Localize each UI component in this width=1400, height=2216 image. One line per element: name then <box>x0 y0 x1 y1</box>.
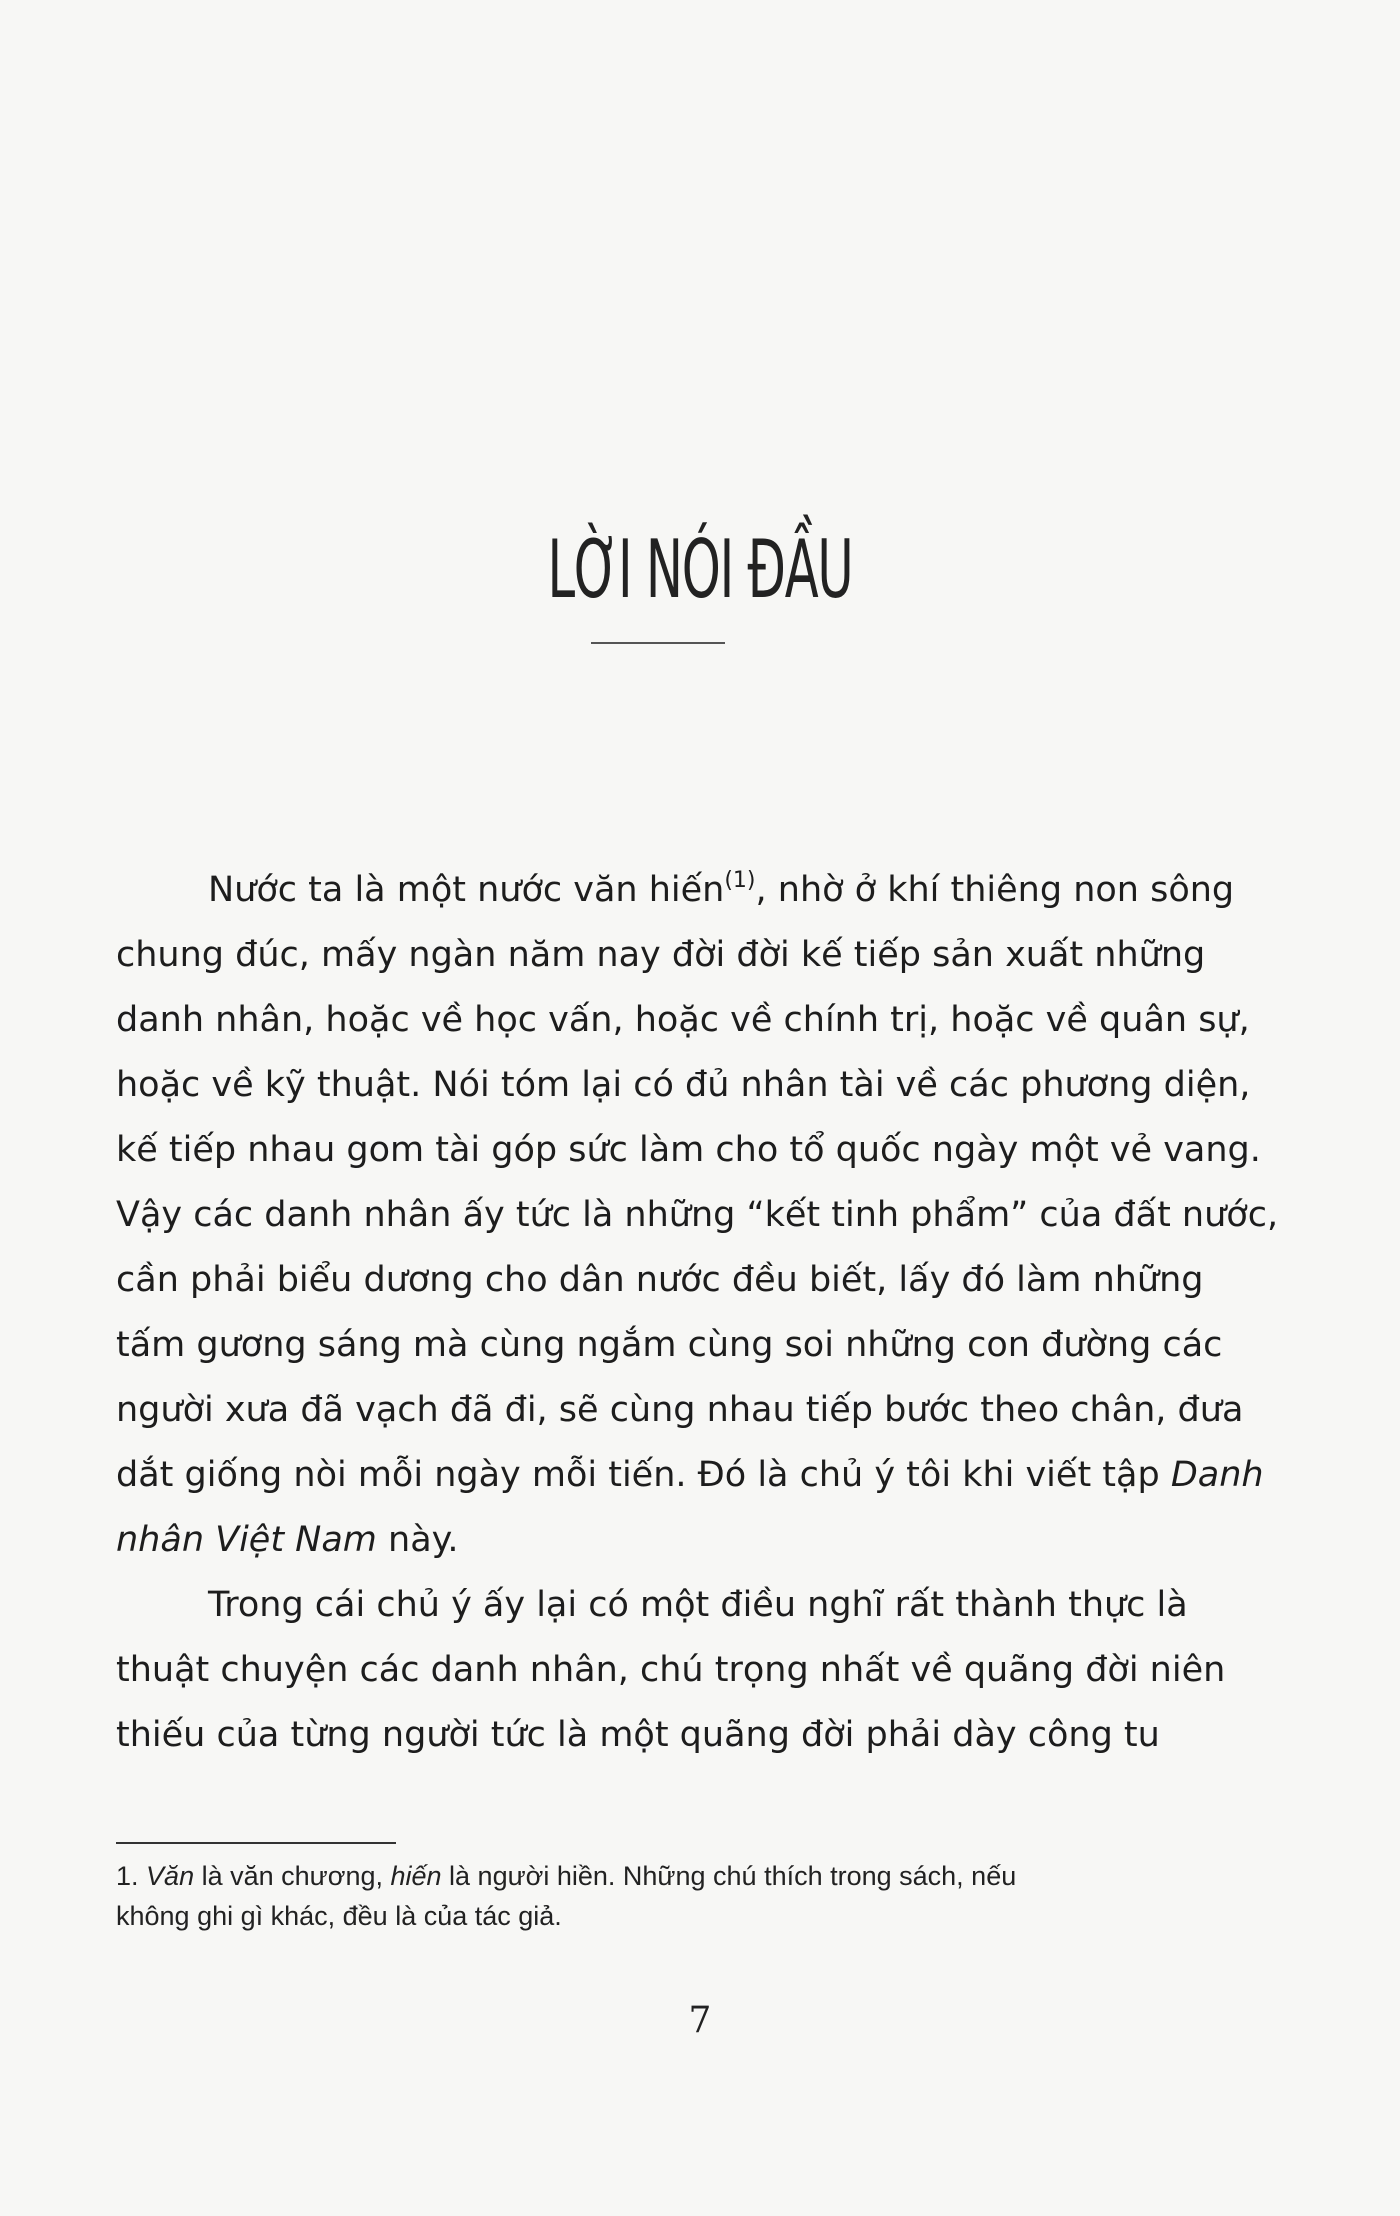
text-line: kế tiếp nhau gom tài góp sức làm cho tổ quốc ngày một vẻ vang. <box>116 1130 1261 1170</box>
text-line: cần phải biểu dương cho dân nước đều biết, lấy đó làm những <box>116 1260 1204 1300</box>
text-line: thuật chuyện các danh nhân, chú trọng nhất về quãng đời niên <box>116 1650 1226 1690</box>
text-line: nhân Việt Nam này. <box>116 1520 459 1560</box>
body-text <box>116 858 1279 1768</box>
text-line: Nước ta là một nước văn hiến$^{(1)}$, nhờ ở khí thiêng non sông <box>208 868 1235 910</box>
text-line: danh nhân, hoặc về học vấn, hoặc về chính trị, hoặc về quân sự, <box>116 1000 1250 1040</box>
page-number: 7 <box>688 2000 712 2041</box>
text-line: chung đúc, mấy ngàn năm nay đời đời kế tiếp sản xuất những <box>116 935 1206 975</box>
text-line: Trong cái chủ ý ấy lại có một điều nghĩ rất thành thực là <box>208 1585 1188 1625</box>
page-title: LỜI NÓI ĐẦU <box>547 523 853 616</box>
title-underline <box>591 642 725 644</box>
book-title-italic: nhân Việt Nam <box>116 1520 377 1560</box>
text-line: thiếu của từng người tức là một quãng đời phải dày công tu <box>116 1715 1160 1755</box>
footnote-marker[interactable]: (1) <box>724 868 756 893</box>
footnote-line: 1. Văn là văn chương, hiến là người hiền. Những chú thích trong sách, nếu <box>116 1861 1017 1891</box>
footnote <box>116 1856 1216 1936</box>
paragraph-2 <box>116 1573 1226 1768</box>
footnote-line: không ghi gì khác, đều là của tác giả. <box>116 1901 562 1931</box>
text-line: Vậy các danh nhân ấy tức là những “kết tinh phẩm” của đất nước, <box>116 1195 1279 1235</box>
text-line: dắt giống nòi mỗi ngày mỗi tiến. Đó là chủ ý tôi khi viết tập Danh <box>116 1455 1264 1495</box>
text-line: hoặc về kỹ thuật. Nói tóm lại có đủ nhân tài về các phương diện, <box>116 1065 1251 1105</box>
paragraph-1 <box>116 858 1279 1573</box>
book-title-italic: Danh <box>1170 1455 1264 1495</box>
text-line: tấm gương sáng mà cùng ngắm cùng soi những con đường các <box>116 1325 1223 1365</box>
text-line: người xưa đã vạch đã đi, sẽ cùng nhau tiếp bước theo chân, đưa <box>116 1390 1244 1430</box>
footnote-separator <box>116 1842 396 1844</box>
